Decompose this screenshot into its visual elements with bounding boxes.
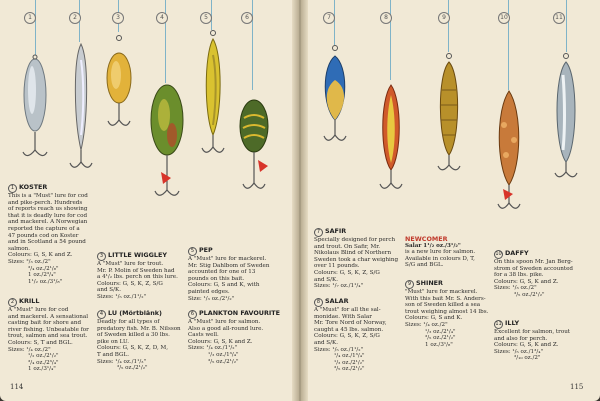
lure-number-10: 10 bbox=[498, 12, 510, 24]
entry-body-line: Colours: G, S, K, Z, S/G bbox=[314, 269, 380, 276]
entry-salar bbox=[314, 298, 404, 373]
entry-number: 8 bbox=[314, 298, 323, 307]
entry-body-line: that it is deadly lure for cod bbox=[8, 212, 88, 219]
entry-body-line: Colours: G, S, K, Z, S/G bbox=[97, 280, 163, 287]
entry-sizes-line: ¹/₃ oz./2¹/₂" bbox=[334, 359, 365, 366]
entry-sizes-line: ³/₄ oz./2¹/₈" bbox=[28, 265, 59, 272]
little-wiggley-lure-image bbox=[102, 30, 136, 140]
entry-sizes-line: ³/₅ oz./2¹/₂" bbox=[117, 365, 148, 372]
entry-body-line: strom of Sweden accounted bbox=[494, 265, 573, 272]
lure-number-8: 8 bbox=[380, 12, 392, 24]
entry-body-line: and in Scotland a 54 pound bbox=[8, 239, 86, 246]
entry-body-line: over 11 pounds. bbox=[314, 263, 360, 270]
entry-body-line: son of Sweden killed a sea bbox=[405, 302, 481, 309]
entry-body-line: Deadly for all types of bbox=[97, 319, 160, 325]
entry-number: 6 bbox=[188, 310, 197, 319]
entry-body-line: painted edges. bbox=[188, 288, 230, 295]
entry-title: SALAR bbox=[325, 297, 349, 305]
shiner-lure-image bbox=[432, 50, 466, 180]
entry-title: PEP bbox=[199, 246, 213, 254]
entry-body-line: With this bait Mr. S. Anders- bbox=[405, 295, 486, 302]
page-number-left: 114 bbox=[10, 383, 24, 391]
newcomer-label: NEWCOMER bbox=[405, 235, 448, 243]
fishing-line bbox=[448, 0, 449, 52]
entry-number: 10 bbox=[495, 251, 502, 257]
entry-body-line: Specially designed for perch bbox=[314, 237, 396, 243]
entry-body-line: and S/K. bbox=[97, 287, 121, 294]
lure-number-1: 1 bbox=[24, 12, 36, 24]
entry-sizes-line: 1 oz./3¹/₄" bbox=[28, 366, 56, 373]
entry-newcomer bbox=[405, 236, 491, 269]
entry-sizes-line: Sizes: ¹/₄ oz./1¹/₃" bbox=[97, 358, 147, 365]
book-gutter bbox=[292, 0, 308, 401]
entry-body-line: On this spoon Mr. Jan Berg- bbox=[494, 259, 573, 265]
lu-lure-image bbox=[146, 80, 188, 215]
daffy-lure-image bbox=[490, 85, 528, 220]
entry-pep bbox=[188, 247, 286, 302]
entry-body-line: a 4¹/₂ lbs. perch on this lure. bbox=[97, 274, 178, 281]
entry-body-line: ³/₁₀ oz./2" bbox=[514, 355, 541, 362]
entry-body-line: Colours: G, S, K, Z, S/G bbox=[314, 333, 380, 340]
pep-lure-image bbox=[196, 25, 230, 170]
entry-sizes-line: ³/₅ oz./2¹/₂" bbox=[514, 291, 545, 298]
lure-number-3: 3 bbox=[112, 12, 124, 24]
entry-shiner bbox=[405, 280, 491, 348]
entry-koster bbox=[8, 184, 94, 285]
fishing-line bbox=[566, 0, 567, 52]
entry-body-line: "Must" lure for mackerel. bbox=[405, 289, 478, 295]
entry-body-line: Mr. Stig Dahlbom of Sweden bbox=[188, 262, 270, 269]
entry-body-line: pike on LU. bbox=[97, 338, 129, 345]
entry-sizes-line: ³/₄ oz./2³/₄" bbox=[28, 359, 59, 366]
entry-title: KOSTER bbox=[19, 183, 48, 191]
entry-sizes-line: Sizes: ¹/₅ oz./1¹/₂" bbox=[97, 293, 147, 300]
entry-body-line: and S/K. bbox=[314, 276, 338, 283]
entry-body-line: Colours: S, T and BGL. bbox=[8, 339, 73, 346]
koster-lure-image bbox=[15, 50, 55, 175]
entry-body-line: caught a 45 lbs. salmon. bbox=[314, 326, 384, 333]
entry-body-line: Colours: G, S and K, with bbox=[188, 282, 260, 289]
entry-body-line: of reports reach us showing bbox=[8, 206, 88, 213]
entry-number: 3 bbox=[97, 252, 106, 261]
entry-title: ILLY bbox=[505, 319, 520, 327]
lure-number-7: 7 bbox=[323, 12, 335, 24]
entry-body-line: Available in colours D, T, bbox=[405, 255, 475, 262]
entry-body-line: Nikolaus Blind of Northern bbox=[314, 250, 392, 257]
entry-sizes-line: Sizes: ¹/₇ oz./1¹/₄" bbox=[314, 283, 364, 290]
entry-title: LU (Mörtblänk) bbox=[108, 309, 162, 317]
entry-body-line: Colours: G, S, K and Z. bbox=[8, 252, 73, 259]
entry-number: 5 bbox=[188, 247, 197, 256]
entry-sizes-line: 1¹/₂ oz./3¹/₈" bbox=[28, 278, 63, 285]
entry-sizes-line: 1 oz./2³/₄" bbox=[28, 272, 56, 279]
entry-body-line: Mr. P. Molin of Sweden had bbox=[97, 267, 175, 274]
entry-body-line: and S/K. bbox=[314, 339, 338, 346]
entry-body-line: river fishing. Unbeatable for bbox=[8, 326, 89, 333]
entry-body-line: A "Must" lure for salmon. bbox=[188, 319, 261, 325]
entry-sizes-line: ¹/₂ oz./2¹/₂" bbox=[28, 353, 59, 360]
lure-number-2: 2 bbox=[69, 12, 81, 24]
salar-lure-image bbox=[374, 75, 408, 200]
entry-body-line: Colours: G, S, K and Z. bbox=[188, 338, 253, 345]
lure-number-11: 11 bbox=[553, 12, 565, 24]
entry-lu bbox=[97, 310, 185, 372]
entry-daffy bbox=[494, 250, 594, 299]
fishing-line bbox=[252, 0, 253, 90]
krill-lure-image bbox=[64, 40, 98, 180]
entry-sizes-line: ¹/₃ oz./1³/₄" bbox=[208, 351, 239, 358]
entry-body-line: Mr. Tore Nord of Norway, bbox=[314, 320, 387, 327]
entry-number: 4 bbox=[97, 310, 106, 319]
entry-body-line: casting bait for shore and bbox=[8, 320, 82, 327]
entry-body-line: Sizes: ¹/₅ oz./1³/₄" bbox=[494, 348, 544, 355]
entry-body-line: and mackerel. A Norwegian bbox=[8, 219, 88, 226]
entry-body-line: trout weighing almost 14 lbs. bbox=[405, 308, 489, 315]
entry-body-line: monidae. With Salar bbox=[314, 313, 372, 320]
entry-body-line: This is a "Must" lure for cod bbox=[8, 193, 88, 199]
entry-body-line: A "Must" lure for cod bbox=[8, 307, 69, 313]
entry-title: PLANKTON FAVOURITE bbox=[199, 309, 280, 317]
entry-body-line: 47 pounds cod on Koster bbox=[8, 232, 79, 239]
lure-number-5: 5 bbox=[200, 12, 212, 24]
entry-body-line: Colours: G, S and K. bbox=[405, 315, 463, 322]
entry-body-line: A "Must" for all the sal- bbox=[314, 307, 381, 313]
entry-krill bbox=[8, 298, 94, 373]
entry-body-line: Casts well. bbox=[188, 332, 219, 339]
entry-sizes-line: Sizes: ²/₃ oz./2" bbox=[8, 258, 51, 265]
entry-number: 9 bbox=[405, 280, 414, 289]
entry-sizes-line: Sizes: ¹/₃ oz./2" bbox=[494, 285, 537, 292]
entry-body-line: trout, salmon and sea trout. bbox=[8, 333, 88, 340]
entry-body-line: A "Must" lure for trout. bbox=[97, 261, 164, 267]
entry-sizes-line: ³/₅ oz./2¹/₂" bbox=[334, 366, 365, 373]
entry-title: DAFFY bbox=[505, 249, 529, 257]
entry-body-line: and also for perch. bbox=[494, 335, 548, 342]
entry-body-line: T and BGL. bbox=[97, 351, 129, 358]
entry-illy bbox=[494, 320, 594, 362]
fishing-line bbox=[35, 0, 36, 55]
entry-sizes-line: Sizes: ¹/₄ oz./1¹/₂" bbox=[188, 345, 238, 352]
entry-safir bbox=[314, 228, 404, 290]
entry-sizes-line: Sizes: ¹/₄ oz./2" bbox=[405, 321, 448, 328]
page-number-right: 115 bbox=[570, 383, 584, 391]
entry-body-line: and pike-perch. Hundreds bbox=[8, 199, 83, 206]
entry-body-line: Also a good all-round lure. bbox=[188, 325, 264, 332]
illy-lure-image bbox=[548, 50, 584, 190]
entry-sizes-line: ³/₅ oz./2¹/₂" bbox=[208, 358, 239, 365]
entry-sizes-line: 1 oz./3¹/₈" bbox=[425, 341, 453, 348]
entry-sizes-line: Sizes: ¹/₅ oz./1¹/₂" bbox=[314, 346, 364, 353]
plankton-favourite-lure-image bbox=[236, 88, 272, 208]
entry-body-line: salmon. bbox=[8, 245, 31, 252]
entry-sizes-line: ³/₅ oz./2¹/₂" bbox=[425, 335, 456, 342]
entry-body-line: predatory fish. Mr. B. Nilsson bbox=[97, 325, 181, 332]
lure-number-9: 9 bbox=[438, 12, 450, 24]
entry-body-line: Excellent for salmon, trout bbox=[494, 329, 571, 335]
entry-body-line: Colours: G, S, K and Z. bbox=[494, 342, 559, 349]
entry-body-line: Colours: G, S, K and Z. bbox=[494, 278, 559, 285]
lure-number-4: 4 bbox=[156, 12, 168, 24]
entry-body-line: of Sweden killed a 30 lbs. bbox=[97, 332, 170, 339]
entry-body-line: A "Must" lure for mackerel. bbox=[188, 256, 267, 262]
entry-body-line: reported the capture of a bbox=[8, 225, 80, 232]
entry-number: 2 bbox=[8, 298, 17, 307]
entry-title: LITTLE WIGGLEY bbox=[108, 251, 167, 259]
fishing-line bbox=[390, 0, 391, 80]
entry-sizes-line: ¹/₃ oz./2¹/₄" bbox=[425, 328, 456, 335]
entry-title: SAFIR bbox=[325, 227, 347, 235]
entry-sizes-line: ¹/₄ oz./1³/₄" bbox=[334, 353, 365, 360]
entry-body-line: and trout. On Safir, Mr. bbox=[314, 243, 381, 250]
newcomer-size: Salar 1¹/₂ oz./3¹/₂" bbox=[405, 242, 461, 249]
entry-body-line: Colours: G, S, K, Z, D, M, bbox=[97, 345, 169, 352]
entry-sizes-line: Size: ¹/₃ oz./2¹/₂" bbox=[188, 295, 235, 302]
entry-title: KRILL bbox=[19, 297, 40, 305]
entry-plankton-favourite bbox=[188, 310, 286, 365]
entry-body-line: accounted for one of 13 bbox=[188, 269, 256, 276]
entry-number: 11 bbox=[495, 321, 502, 327]
entry-body-line: and mackerel. A sensational bbox=[8, 313, 89, 320]
entry-body-line: Sweden took a char weighing bbox=[314, 256, 399, 263]
entry-number: 1 bbox=[8, 184, 17, 193]
entry-body-line: pounds on this bait. bbox=[188, 275, 245, 282]
entry-body-line: is a new lure for salmon. bbox=[405, 249, 476, 256]
entry-body-line: S/G and BGL. bbox=[405, 262, 444, 269]
fishing-line bbox=[334, 0, 335, 45]
entry-little-wiggley bbox=[97, 252, 185, 301]
entry-title: SHINER bbox=[416, 279, 443, 287]
lure-number-6: 6 bbox=[241, 12, 253, 24]
safir-lure-image bbox=[318, 40, 352, 155]
entry-body-line: for a 38 lbs. pike. bbox=[494, 272, 544, 279]
entry-sizes-line: Sizes: ¹/₄ oz./2" bbox=[8, 346, 51, 353]
entry-number: 7 bbox=[314, 228, 323, 237]
